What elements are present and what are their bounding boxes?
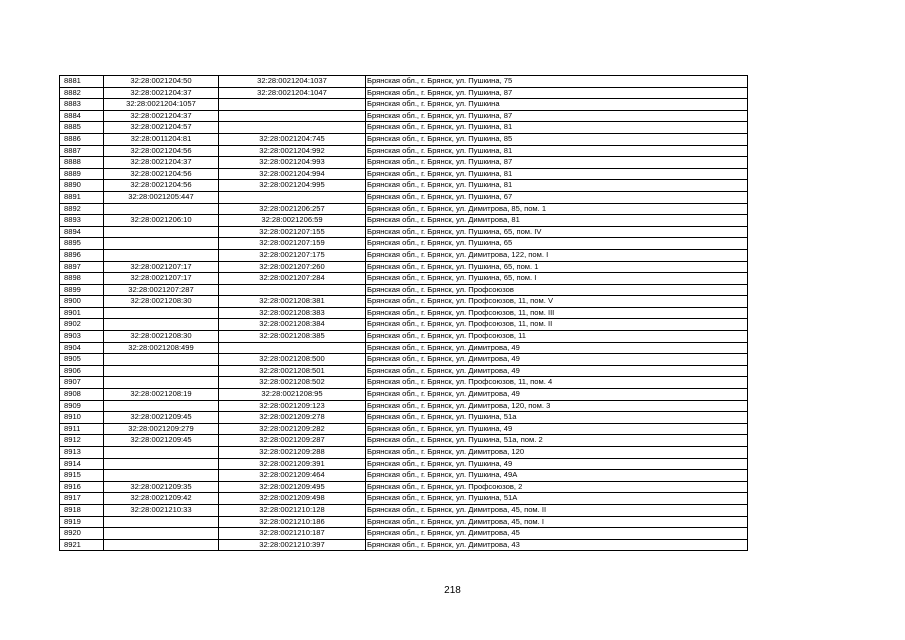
building-cadastral-cell: 32:28:0021207:284 — [219, 273, 366, 285]
land-plot-cadastral-cell: 32:28:0021210:33 — [104, 504, 219, 516]
table-row — [60, 447, 748, 459]
table-row — [60, 342, 748, 354]
table-row — [60, 377, 748, 389]
building-cadastral-cell: 32:28:0021208:383 — [219, 307, 366, 319]
row-number-cell: 8906 — [60, 365, 104, 377]
building-cadastral-cell: 32:28:0021207:175 — [219, 249, 366, 261]
address-cell: Брянская обл., г. Брянск, ул. Пушкина, 65 — [366, 238, 748, 250]
address-cell: Брянская обл., г. Брянск, ул. Димитрова, 45, пом. I — [366, 516, 748, 528]
table-row — [60, 191, 748, 203]
address-cell: Брянская обл., г. Брянск, ул. Пушкина, 65, пом. 1 — [366, 261, 748, 273]
address-cell: Брянская обл., г. Брянск, ул. Пушкина, 65, пом. IV — [366, 226, 748, 238]
building-cadastral-cell: 32:28:0021206:59 — [219, 215, 366, 227]
address-cell: Брянская обл., г. Брянск, ул. Пушкина, 51а — [366, 412, 748, 424]
table-row — [60, 238, 748, 250]
row-number-cell: 8881 — [60, 76, 104, 88]
row-number-cell: 8910 — [60, 412, 104, 424]
land-plot-cadastral-cell: 32:28:0021204:37 — [104, 87, 219, 99]
address-cell: Брянская обл., г. Брянск, ул. Пушкина, 87 — [366, 87, 748, 99]
building-cadastral-cell: 32:28:0021204:745 — [219, 133, 366, 145]
land-plot-cadastral-cell: 32:28:0011204:81 — [104, 133, 219, 145]
building-cadastral-cell: 32:28:0021208:384 — [219, 319, 366, 331]
address-cell: Брянская обл., г. Брянск, ул. Профсоюзов, 11, пом. III — [366, 307, 748, 319]
land-plot-cadastral-cell: 32:28:0021208:30 — [104, 331, 219, 343]
land-plot-cadastral-cell: 32:28:0021209:35 — [104, 481, 219, 493]
address-cell: Брянская обл., г. Брянск, ул. Профсоюзов, 11, пом. V — [366, 296, 748, 308]
land-plot-cadastral-cell: 32:28:0021207:17 — [104, 273, 219, 285]
row-number-cell: 8918 — [60, 504, 104, 516]
address-cell: Брянская обл., г. Брянск, ул. Пушкина, 85 — [366, 133, 748, 145]
row-number-cell: 8916 — [60, 481, 104, 493]
building-cadastral-cell — [219, 342, 366, 354]
land-plot-cadastral-cell — [104, 447, 219, 459]
row-number-cell: 8915 — [60, 470, 104, 482]
land-plot-cadastral-cell — [104, 238, 219, 250]
table-row — [60, 412, 748, 424]
table-row — [60, 87, 748, 99]
address-cell: Брянская обл., г. Брянск, ул. Пушкина, 81 — [366, 180, 748, 192]
building-cadastral-cell: 32:28:0021209:464 — [219, 470, 366, 482]
land-plot-cadastral-cell: 32:28:0021209:45 — [104, 412, 219, 424]
row-number-cell: 8887 — [60, 145, 104, 157]
table-row — [60, 168, 748, 180]
building-cadastral-cell: 32:28:0021207:155 — [219, 226, 366, 238]
table-row — [60, 203, 748, 215]
building-cadastral-cell: 32:28:0021204:1037 — [219, 76, 366, 88]
row-number-cell: 8913 — [60, 447, 104, 459]
row-number-cell: 8884 — [60, 110, 104, 122]
row-number-cell: 8902 — [60, 319, 104, 331]
address-cell: Брянская обл., г. Брянск, ул. Димитрова, 43 — [366, 539, 748, 551]
table-row — [60, 76, 748, 88]
address-cell: Брянская обл., г. Брянск, ул. Профсоюзов, 11, пом. 4 — [366, 377, 748, 389]
address-cell: Брянская обл., г. Брянск, ул. Пушкина, 75 — [366, 76, 748, 88]
row-number-cell: 8901 — [60, 307, 104, 319]
property-table — [59, 75, 748, 551]
land-plot-cadastral-cell: 32:28:0021209:279 — [104, 423, 219, 435]
table-row — [60, 400, 748, 412]
land-plot-cadastral-cell: 32:28:0021207:17 — [104, 261, 219, 273]
address-cell: Брянская обл., г. Брянск, ул. Димитрова, 120, пом. 3 — [366, 400, 748, 412]
property-table-body — [60, 76, 748, 551]
page-number: 218 — [444, 585, 461, 596]
address-cell: Брянская обл., г. Брянск, ул. Димитрова, 49 — [366, 342, 748, 354]
row-number-cell: 8909 — [60, 400, 104, 412]
address-cell: Брянская обл., г. Брянск, ул. Пушкина, 51а, пом. 2 — [366, 435, 748, 447]
row-number-cell: 8894 — [60, 226, 104, 238]
table-row — [60, 215, 748, 227]
building-cadastral-cell: 32:28:0021204:992 — [219, 145, 366, 157]
row-number-cell: 8914 — [60, 458, 104, 470]
building-cadastral-cell: 32:28:0021207:260 — [219, 261, 366, 273]
building-cadastral-cell — [219, 191, 366, 203]
address-cell: Брянская обл., г. Брянск, ул. Пушкина, 81 — [366, 145, 748, 157]
building-cadastral-cell: 32:28:0021209:391 — [219, 458, 366, 470]
land-plot-cadastral-cell: 32:28:0021204:1057 — [104, 99, 219, 111]
table-row — [60, 249, 748, 261]
table-row — [60, 435, 748, 447]
table-row — [60, 99, 748, 111]
building-cadastral-cell: 32:28:0021208:500 — [219, 354, 366, 366]
row-number-cell: 8895 — [60, 238, 104, 250]
address-cell: Брянская обл., г. Брянск, ул. Пушкина, 49А — [366, 470, 748, 482]
building-cadastral-cell: 32:28:0021204:995 — [219, 180, 366, 192]
building-cadastral-cell — [219, 284, 366, 296]
table-row — [60, 470, 748, 482]
land-plot-cadastral-cell: 32:28:0021204:56 — [104, 180, 219, 192]
address-cell: Брянская обл., г. Брянск, ул. Димитрова, 45, пом. II — [366, 504, 748, 516]
table-row — [60, 284, 748, 296]
table-row — [60, 157, 748, 169]
row-number-cell: 8883 — [60, 99, 104, 111]
row-number-cell: 8919 — [60, 516, 104, 528]
address-cell: Брянская обл., г. Брянск, ул. Димитрова, 49 — [366, 365, 748, 377]
land-plot-cadastral-cell: 32:28:0021204:37 — [104, 157, 219, 169]
building-cadastral-cell — [219, 122, 366, 134]
land-plot-cadastral-cell: 32:28:0021204:56 — [104, 145, 219, 157]
row-number-cell: 8897 — [60, 261, 104, 273]
land-plot-cadastral-cell: 32:28:0021204:56 — [104, 168, 219, 180]
row-number-cell: 8920 — [60, 528, 104, 540]
land-plot-cadastral-cell — [104, 319, 219, 331]
building-cadastral-cell — [219, 99, 366, 111]
table-row — [60, 528, 748, 540]
table-row — [60, 516, 748, 528]
address-cell: Брянская обл., г. Брянск, ул. Димитрова, 85, пом. 1 — [366, 203, 748, 215]
land-plot-cadastral-cell — [104, 377, 219, 389]
row-number-cell: 8885 — [60, 122, 104, 134]
address-cell: Брянская обл., г. Брянск, ул. Пушкина, 51А — [366, 493, 748, 505]
land-plot-cadastral-cell — [104, 354, 219, 366]
building-cadastral-cell: 32:28:0021208:381 — [219, 296, 366, 308]
row-number-cell: 8892 — [60, 203, 104, 215]
row-number-cell: 8900 — [60, 296, 104, 308]
land-plot-cadastral-cell — [104, 365, 219, 377]
address-cell: Брянская обл., г. Брянск, ул. Димитрова, 45 — [366, 528, 748, 540]
land-plot-cadastral-cell — [104, 203, 219, 215]
table-row — [60, 365, 748, 377]
building-cadastral-cell: 32:28:0021204:1047 — [219, 87, 366, 99]
table-row — [60, 458, 748, 470]
row-number-cell: 8893 — [60, 215, 104, 227]
land-plot-cadastral-cell — [104, 539, 219, 551]
row-number-cell: 8889 — [60, 168, 104, 180]
land-plot-cadastral-cell: 32:28:0021208:19 — [104, 389, 219, 401]
address-cell: Брянская обл., г. Брянск, ул. Димитрова, 49 — [366, 389, 748, 401]
address-cell: Брянская обл., г. Брянск, ул. Пушкина, 81 — [366, 168, 748, 180]
building-cadastral-cell: 32:28:0021209:288 — [219, 447, 366, 459]
building-cadastral-cell: 32:28:0021206:257 — [219, 203, 366, 215]
land-plot-cadastral-cell — [104, 470, 219, 482]
building-cadastral-cell: 32:28:0021209:498 — [219, 493, 366, 505]
row-number-cell: 8903 — [60, 331, 104, 343]
table-row — [60, 493, 748, 505]
building-cadastral-cell: 32:28:0021209:282 — [219, 423, 366, 435]
row-number-cell: 8882 — [60, 87, 104, 99]
land-plot-cadastral-cell: 32:28:0021205:447 — [104, 191, 219, 203]
land-plot-cadastral-cell — [104, 249, 219, 261]
address-cell: Брянская обл., г. Брянск, ул. Пушкина, 87 — [366, 110, 748, 122]
table-row — [60, 354, 748, 366]
land-plot-cadastral-cell — [104, 226, 219, 238]
address-cell: Брянская обл., г. Брянск, ул. Димитрова, 81 — [366, 215, 748, 227]
table-row — [60, 180, 748, 192]
building-cadastral-cell: 32:28:0021210:397 — [219, 539, 366, 551]
row-number-cell: 8907 — [60, 377, 104, 389]
building-cadastral-cell: 32:28:0021204:993 — [219, 157, 366, 169]
land-plot-cadastral-cell — [104, 528, 219, 540]
row-number-cell: 8908 — [60, 389, 104, 401]
land-plot-cadastral-cell: 32:28:0021204:50 — [104, 76, 219, 88]
land-plot-cadastral-cell: 32:28:0021204:37 — [104, 110, 219, 122]
address-cell: Брянская обл., г. Брянск, ул. Пушкина, 67 — [366, 191, 748, 203]
address-cell: Брянская обл., г. Брянск, ул. Пушкина, 49 — [366, 423, 748, 435]
address-cell: Брянская обл., г. Брянск, ул. Профсоюзов — [366, 284, 748, 296]
building-cadastral-cell: 32:28:0021210:186 — [219, 516, 366, 528]
table-row — [60, 296, 748, 308]
land-plot-cadastral-cell: 32:28:0021209:45 — [104, 435, 219, 447]
building-cadastral-cell: 32:28:0021209:495 — [219, 481, 366, 493]
building-cadastral-cell: 32:28:0021208:385 — [219, 331, 366, 343]
land-plot-cadastral-cell — [104, 400, 219, 412]
row-number-cell: 8905 — [60, 354, 104, 366]
address-cell: Брянская обл., г. Брянск, ул. Пушкина — [366, 99, 748, 111]
row-number-cell: 8886 — [60, 133, 104, 145]
table-row — [60, 226, 748, 238]
row-number-cell: 8921 — [60, 539, 104, 551]
row-number-cell: 8890 — [60, 180, 104, 192]
building-cadastral-cell: 32:28:0021207:159 — [219, 238, 366, 250]
table-row — [60, 423, 748, 435]
table-row — [60, 389, 748, 401]
row-number-cell: 8904 — [60, 342, 104, 354]
building-cadastral-cell: 32:28:0021209:278 — [219, 412, 366, 424]
address-cell: Брянская обл., г. Брянск, ул. Профсоюзов, 2 — [366, 481, 748, 493]
table-row — [60, 261, 748, 273]
address-cell: Брянская обл., г. Брянск, ул. Профсоюзов, 11, пом. II — [366, 319, 748, 331]
building-cadastral-cell: 32:28:0021208:502 — [219, 377, 366, 389]
building-cadastral-cell: 32:28:0021208:501 — [219, 365, 366, 377]
address-cell: Брянская обл., г. Брянск, ул. Профсоюзов, 11 — [366, 331, 748, 343]
row-number-cell: 8898 — [60, 273, 104, 285]
address-cell: Брянская обл., г. Брянск, ул. Димитрова, 120 — [366, 447, 748, 459]
building-cadastral-cell: 32:28:0021210:128 — [219, 504, 366, 516]
building-cadastral-cell: 32:28:0021209:287 — [219, 435, 366, 447]
land-plot-cadastral-cell — [104, 307, 219, 319]
land-plot-cadastral-cell: 32:28:0021207:287 — [104, 284, 219, 296]
table-row — [60, 133, 748, 145]
table-row — [60, 110, 748, 122]
land-plot-cadastral-cell: 32:28:0021206:10 — [104, 215, 219, 227]
land-plot-cadastral-cell — [104, 516, 219, 528]
building-cadastral-cell: 32:28:0021204:994 — [219, 168, 366, 180]
row-number-cell: 8911 — [60, 423, 104, 435]
building-cadastral-cell: 32:28:0021209:123 — [219, 400, 366, 412]
table-row — [60, 319, 748, 331]
building-cadastral-cell — [219, 110, 366, 122]
building-cadastral-cell: 32:28:0021210:187 — [219, 528, 366, 540]
land-plot-cadastral-cell: 32:28:0021208:499 — [104, 342, 219, 354]
address-cell: Брянская обл., г. Брянск, ул. Димитрова, 122, пом. I — [366, 249, 748, 261]
land-plot-cadastral-cell: 32:28:0021204:57 — [104, 122, 219, 134]
row-number-cell: 8888 — [60, 157, 104, 169]
land-plot-cadastral-cell: 32:28:0021208:30 — [104, 296, 219, 308]
land-plot-cadastral-cell — [104, 458, 219, 470]
table-row — [60, 307, 748, 319]
row-number-cell: 8891 — [60, 191, 104, 203]
row-number-cell: 8899 — [60, 284, 104, 296]
table-row — [60, 539, 748, 551]
table-row — [60, 481, 748, 493]
building-cadastral-cell: 32:28:0021208:95 — [219, 389, 366, 401]
table-row — [60, 504, 748, 516]
row-number-cell: 8912 — [60, 435, 104, 447]
table-row — [60, 331, 748, 343]
address-cell: Брянская обл., г. Брянск, ул. Димитрова, 49 — [366, 354, 748, 366]
address-cell: Брянская обл., г. Брянск, ул. Пушкина, 87 — [366, 157, 748, 169]
land-plot-cadastral-cell: 32:28:0021209:42 — [104, 493, 219, 505]
address-cell: Брянская обл., г. Брянск, ул. Пушкина, 81 — [366, 122, 748, 134]
address-cell: Брянская обл., г. Брянск, ул. Пушкина, 49 — [366, 458, 748, 470]
table-row — [60, 273, 748, 285]
table-row — [60, 122, 748, 134]
table-row — [60, 145, 748, 157]
row-number-cell: 8896 — [60, 249, 104, 261]
row-number-cell: 8917 — [60, 493, 104, 505]
address-cell: Брянская обл., г. Брянск, ул. Пушкина, 65, пом. I — [366, 273, 748, 285]
